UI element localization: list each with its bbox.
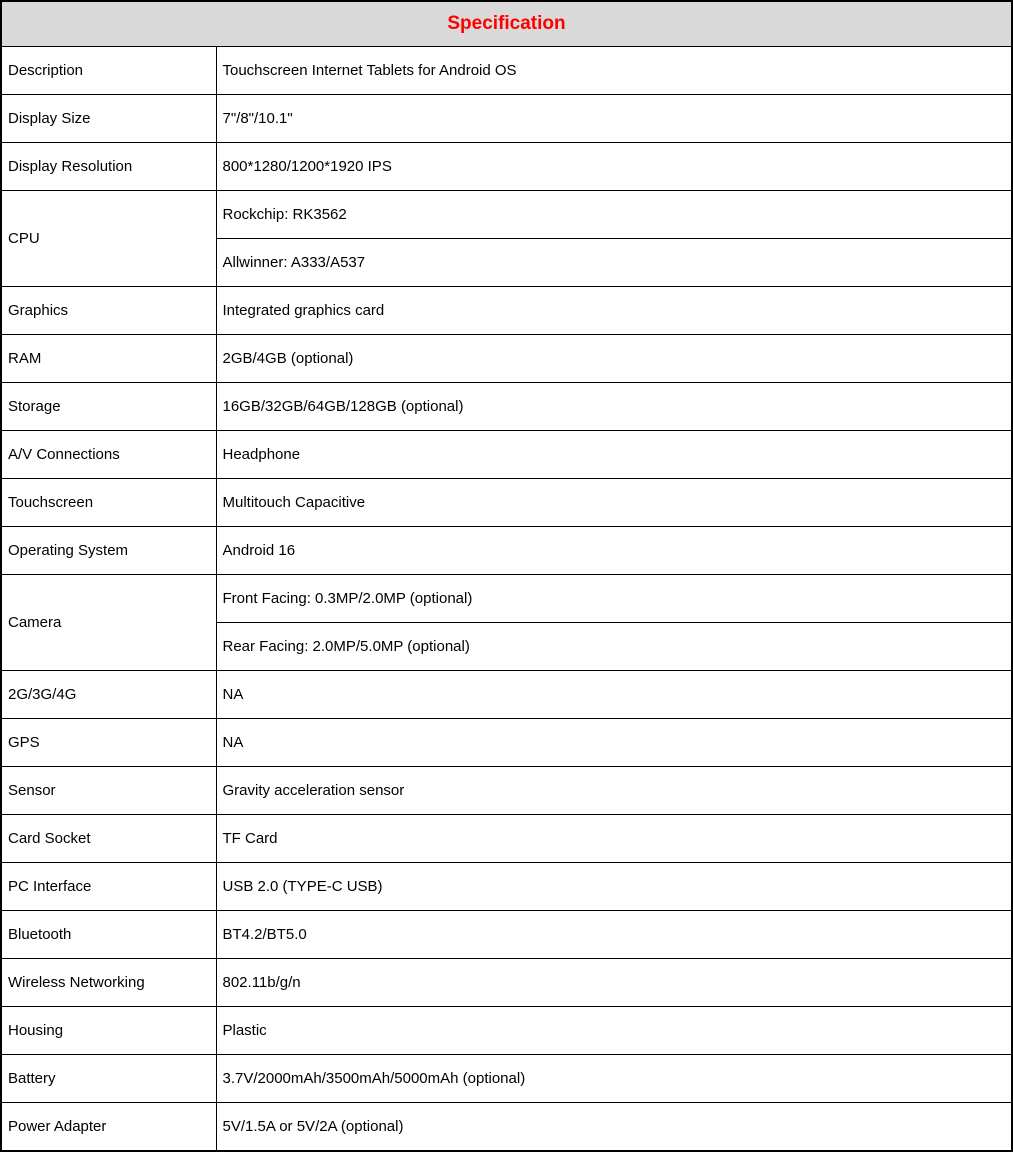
spec-label-housing: Housing bbox=[1, 1007, 216, 1055]
table-title: Specification bbox=[1, 1, 1012, 47]
spec-value-pc-interface: USB 2.0 (TYPE-C USB) bbox=[216, 863, 1012, 911]
table-row bbox=[1, 719, 1012, 767]
table-row bbox=[1, 671, 1012, 719]
table-row bbox=[1, 287, 1012, 335]
spec-label-operating-system: Operating System bbox=[1, 527, 216, 575]
spec-value-bluetooth: BT4.2/BT5.0 bbox=[216, 911, 1012, 959]
spec-value-battery: 3.7V/2000mAh/3500mAh/5000mAh (optional) bbox=[216, 1055, 1012, 1103]
spec-label-storage: Storage bbox=[1, 383, 216, 431]
table-row bbox=[1, 767, 1012, 815]
table-row bbox=[1, 911, 1012, 959]
spec-value-gps: NA bbox=[216, 719, 1012, 767]
table-row bbox=[1, 1007, 1012, 1055]
table-row bbox=[1, 143, 1012, 191]
table-row bbox=[1, 335, 1012, 383]
spec-label-cpu: CPU bbox=[1, 191, 216, 287]
spec-label-gps: GPS bbox=[1, 719, 216, 767]
table-row bbox=[1, 1103, 1012, 1152]
spec-value-cellular: NA bbox=[216, 671, 1012, 719]
spec-label-display-resolution: Display Resolution bbox=[1, 143, 216, 191]
spec-label-ram: RAM bbox=[1, 335, 216, 383]
spec-value-graphics: Integrated graphics card bbox=[216, 287, 1012, 335]
table-row bbox=[1, 383, 1012, 431]
spec-label-power-adapter: Power Adapter bbox=[1, 1103, 216, 1152]
spec-label-battery: Battery bbox=[1, 1055, 216, 1103]
spec-value-cpu-allwinner: Allwinner: A333/A537 bbox=[216, 239, 1012, 287]
spec-value-power-adapter: 5V/1.5A or 5V/2A (optional) bbox=[216, 1103, 1012, 1152]
spec-label-graphics: Graphics bbox=[1, 287, 216, 335]
spec-label-bluetooth: Bluetooth bbox=[1, 911, 216, 959]
table-row bbox=[1, 47, 1012, 95]
spec-value-camera-front: Front Facing: 0.3MP/2.0MP (optional) bbox=[216, 575, 1012, 623]
spec-value-storage: 16GB/32GB/64GB/128GB (optional) bbox=[216, 383, 1012, 431]
spec-label-wireless-networking: Wireless Networking bbox=[1, 959, 216, 1007]
table-row bbox=[1, 1055, 1012, 1103]
spec-value-sensor: Gravity acceleration sensor bbox=[216, 767, 1012, 815]
spec-label-cellular: 2G/3G/4G bbox=[1, 671, 216, 719]
spec-value-operating-system: Android 16 bbox=[216, 527, 1012, 575]
spec-value-av-connections: Headphone bbox=[216, 431, 1012, 479]
spec-value-description: Touchscreen Internet Tablets for Android OS bbox=[216, 47, 1012, 95]
spec-label-camera: Camera bbox=[1, 575, 216, 671]
table-row bbox=[1, 575, 1012, 623]
spec-value-housing: Plastic bbox=[216, 1007, 1012, 1055]
table-row bbox=[1, 479, 1012, 527]
table-row bbox=[1, 95, 1012, 143]
table-row bbox=[1, 815, 1012, 863]
spec-label-card-socket: Card Socket bbox=[1, 815, 216, 863]
spec-value-wireless-networking: 802.11b/g/n bbox=[216, 959, 1012, 1007]
table-row bbox=[1, 431, 1012, 479]
spec-value-touchscreen: Multitouch Capacitive bbox=[216, 479, 1012, 527]
spec-value-display-resolution: 800*1280/1200*1920 IPS bbox=[216, 143, 1012, 191]
table-row bbox=[1, 863, 1012, 911]
table-row bbox=[1, 191, 1012, 239]
spec-label-sensor: Sensor bbox=[1, 767, 216, 815]
spec-value-camera-rear: Rear Facing: 2.0MP/5.0MP (optional) bbox=[216, 623, 1012, 671]
table-header-row bbox=[1, 1, 1012, 47]
spec-label-display-size: Display Size bbox=[1, 95, 216, 143]
spec-value-card-socket: TF Card bbox=[216, 815, 1012, 863]
spec-value-cpu-rockchip: Rockchip: RK3562 bbox=[216, 191, 1012, 239]
spec-value-ram: 2GB/4GB (optional) bbox=[216, 335, 1012, 383]
spec-label-av-connections: A/V Connections bbox=[1, 431, 216, 479]
spec-label-touchscreen: Touchscreen bbox=[1, 479, 216, 527]
spec-label-description: Description bbox=[1, 47, 216, 95]
spec-value-display-size: 7"/8"/10.1" bbox=[216, 95, 1012, 143]
spec-label-pc-interface: PC Interface bbox=[1, 863, 216, 911]
table-row bbox=[1, 527, 1012, 575]
table-row bbox=[1, 959, 1012, 1007]
